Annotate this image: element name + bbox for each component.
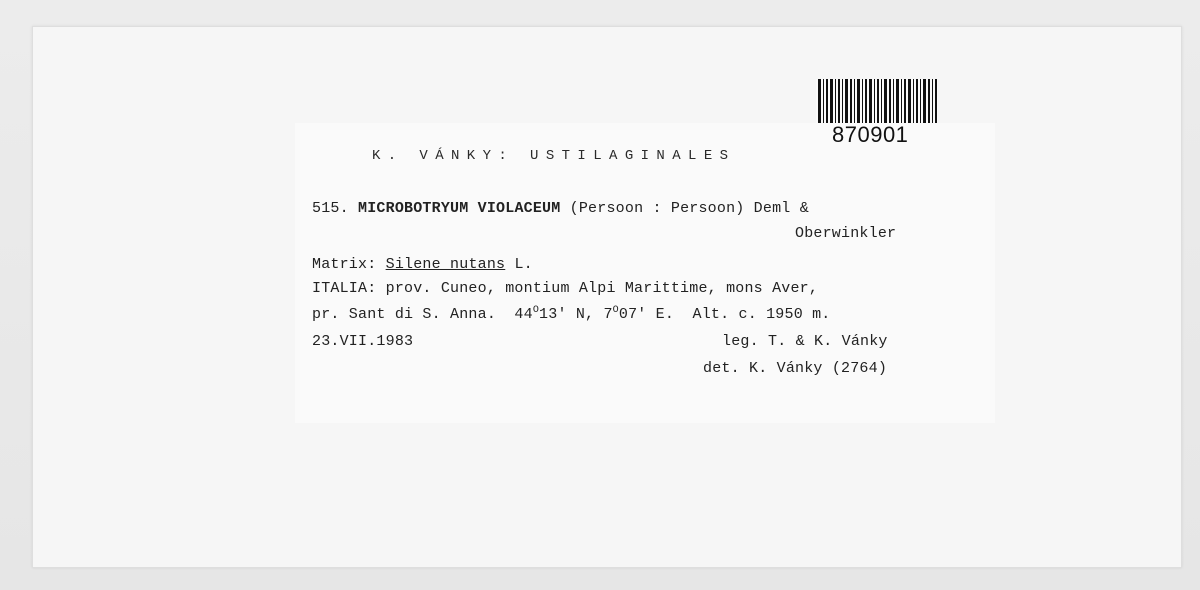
- taxon-authors: (Persoon : Persoon) Deml &: [569, 200, 809, 217]
- taxon-authors-continued: Oberwinkler: [795, 225, 897, 242]
- legit: leg. T. & K. Vánky: [722, 333, 888, 350]
- locality-line-2: pr. Sant di S. Anna. $44^O13'$ N, $7^O07'$ E. Alt. c. 1950 m.: [312, 305, 831, 323]
- matrix-label: Matrix:: [312, 256, 377, 273]
- specimen-envelope: [32, 26, 1182, 568]
- exsiccata-number: 515.: [312, 200, 349, 217]
- collection-date: 23.VII.1983: [312, 333, 414, 350]
- degree-mark-1: O: [532, 305, 540, 316]
- barcode-number: 870901: [832, 122, 909, 147]
- barcode: [816, 79, 938, 123]
- matrix-author: L.: [514, 256, 533, 273]
- degree-mark-2: O: [612, 305, 619, 316]
- taxon-line: [312, 200, 809, 217]
- matrix-host: Silene nutans: [385, 256, 506, 273]
- determinavit: det. K. Vánky (2764): [703, 360, 888, 377]
- label-sheet: [295, 123, 995, 423]
- locality-line-1: ITALIA: prov. Cuneo, montium Alpi Marittime, mons Aver,: [312, 280, 819, 297]
- taxon-name: MICROBOTRYUM VIOLACEUM: [358, 200, 561, 217]
- collection-header: K. VÁNKY: USTILAGINALES: [372, 148, 736, 164]
- matrix-line: [312, 256, 533, 273]
